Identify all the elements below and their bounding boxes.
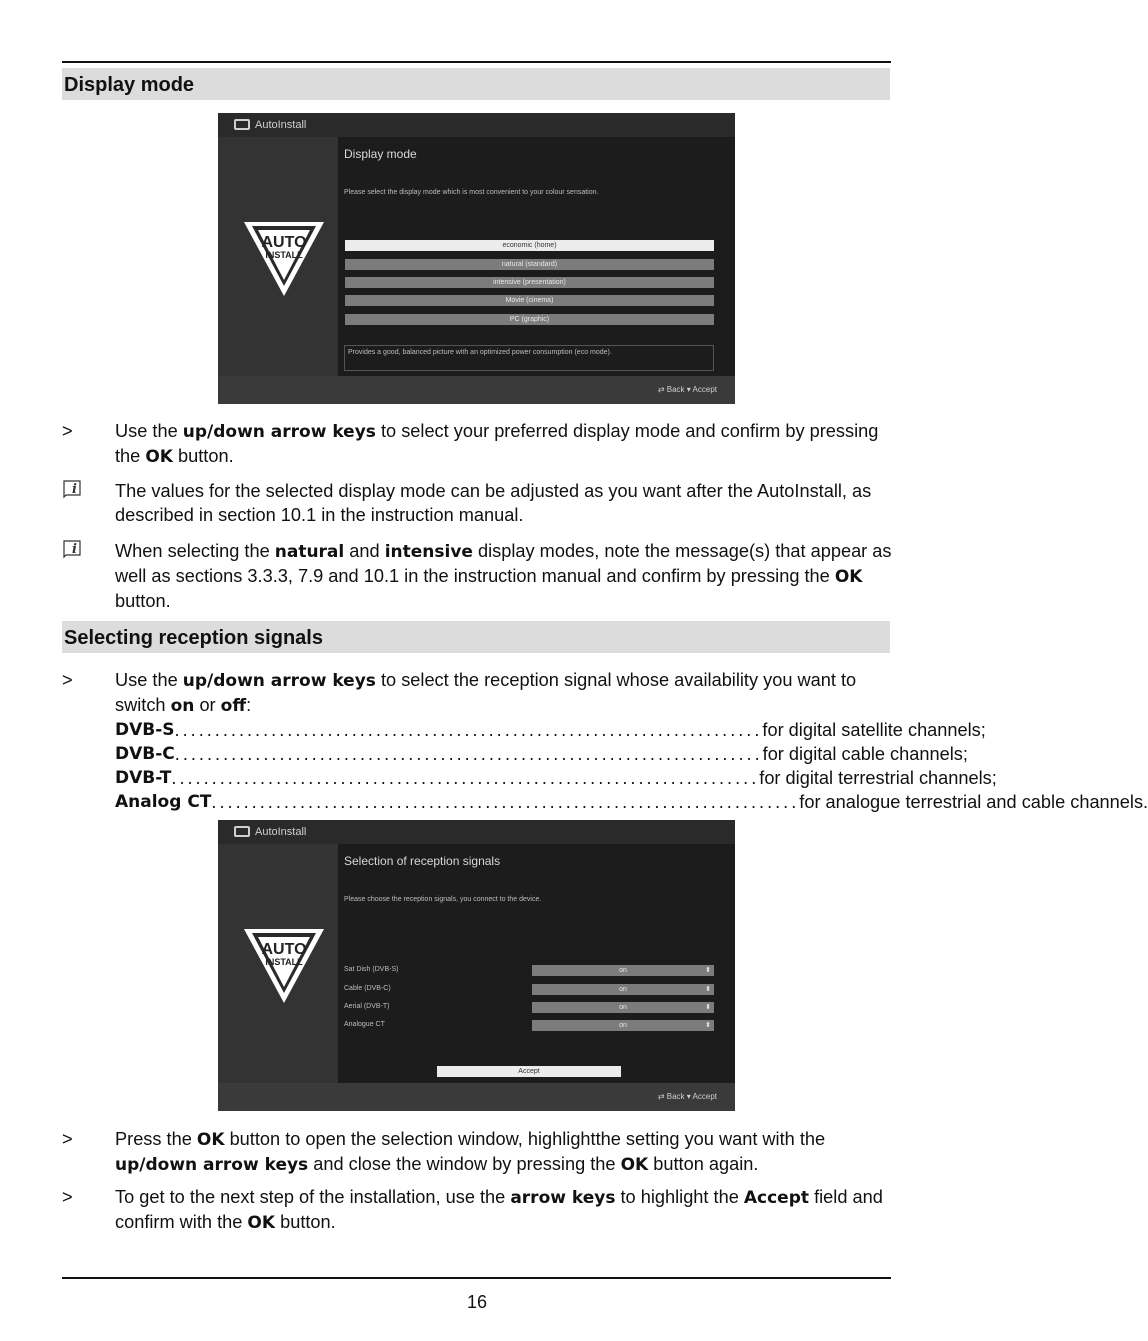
bullet-marker: > bbox=[62, 421, 73, 441]
bottom-rule bbox=[62, 1277, 891, 1279]
logo-line-2: INSTALL bbox=[265, 250, 303, 260]
auto-install-logo bbox=[242, 220, 326, 298]
option-movie[interactable]: Movie (cinema) bbox=[345, 295, 714, 306]
signal-label-sat: Sat Dish (DVB-S) bbox=[344, 966, 399, 973]
reception-signals-screenshot bbox=[218, 820, 735, 1111]
screen-title: Display mode bbox=[344, 147, 417, 161]
option-economic[interactable]: economic (home) bbox=[345, 240, 714, 251]
spinner-icon: ⬍ bbox=[705, 986, 711, 993]
display-mode-screenshot bbox=[218, 113, 735, 404]
accept-button[interactable]: Accept bbox=[437, 1066, 621, 1077]
page-number: 16 bbox=[466, 1292, 488, 1312]
signal-label-analogue: Analogue CT bbox=[344, 1021, 385, 1028]
instruction-select-display-mode: > Use the up/down arrow keys to select your preferred display mode and confirm by pressing the OK button. bbox=[62, 421, 879, 467]
tv-icon bbox=[234, 826, 250, 837]
logo-line-1: AUTO bbox=[261, 941, 307, 958]
signal-label-aerial: Aerial (DVB-T) bbox=[344, 1003, 390, 1010]
svg-text:i: i bbox=[72, 542, 77, 557]
note-adjust-values: i The values for the selected display mode can be adjusted as you want after the AutoInstall, as described in section 10.1 in the instruction manual. bbox=[62, 479, 892, 527]
spinner-icon: ⬍ bbox=[705, 1022, 711, 1029]
section-heading-reception-signals: Selecting reception signals bbox=[62, 621, 890, 653]
definition-dvb-c: DVB-C ......................................................................... for digital cable channels; bbox=[115, 744, 968, 764]
instruction-next-step: > To get to the next step of the installation, use the arrow keys to highlight the Accept field and confirm with the OK button. bbox=[62, 1187, 883, 1233]
screen-subtitle: Please choose the reception signals, you connect to the device. bbox=[344, 896, 542, 903]
logo-line-2: INSTALL bbox=[265, 957, 303, 967]
footer-hints: ⇄ Back ▾ Accept bbox=[657, 385, 717, 394]
signal-value-cable[interactable]: on ⬍ bbox=[532, 984, 714, 995]
bullet-marker: > bbox=[62, 1187, 73, 1207]
screen-footer bbox=[218, 376, 735, 404]
option-pc[interactable]: PC (graphic) bbox=[345, 314, 714, 325]
signal-value-sat[interactable]: on ⬍ bbox=[532, 965, 714, 976]
auto-install-logo bbox=[242, 927, 326, 1005]
spinner-icon: ⬍ bbox=[705, 967, 711, 974]
info-icon bbox=[62, 479, 84, 499]
screen-subtitle: Please select the display mode which is most convenient to your colour sensation. bbox=[344, 189, 599, 196]
signal-value-analogue[interactable]: on ⬍ bbox=[532, 1020, 714, 1031]
footer-hints: ⇄ Back ▾ Accept bbox=[657, 1092, 717, 1101]
screen-title: Selection of reception signals bbox=[344, 854, 501, 868]
section-heading-display-mode: Display mode bbox=[62, 68, 890, 100]
bullet-marker: > bbox=[62, 670, 73, 690]
top-rule bbox=[62, 61, 891, 63]
tv-icon bbox=[234, 119, 250, 130]
option-natural[interactable]: natural (standard) bbox=[345, 259, 714, 270]
definition-dvb-s: DVB-S ......................................................................... for digital satellite channels; bbox=[115, 720, 986, 740]
info-icon bbox=[62, 539, 84, 559]
spinner-icon: ⬍ bbox=[705, 1004, 711, 1011]
signal-label-cable: Cable (DVB-C) bbox=[344, 985, 391, 992]
main-pane bbox=[338, 844, 735, 1083]
definition-analog-ct: Analog CT ......................................................................... for analogue terrestrial and cable channels. bbox=[115, 792, 1148, 812]
screen-footer bbox=[218, 1083, 735, 1111]
svg-text:i: i bbox=[72, 482, 77, 497]
logo-line-1: AUTO bbox=[261, 234, 307, 251]
definition-dvb-t: DVB-T ......................................................................... for digital terrestrial channels; bbox=[115, 768, 997, 788]
instruction-select-reception-signal: > Use the up/down arrow keys to select the reception signal whose availability you want to switch on or off: DVB-S ......................................................................... for digital satellite channels; DVB-C ......................................................................... for digital cable channels; DVB-T ......................................................................... for digital terrestrial channels; Analog CT ......................................................................... for analogue terrestrial and cable channels. bbox=[62, 670, 1148, 812]
option-intensive[interactable]: intensive (presentation) bbox=[345, 277, 714, 288]
window-title: AutoInstall bbox=[255, 826, 307, 838]
option-info-box: Provides a good, balanced picture with an optimized power consumption (eco mode). bbox=[344, 345, 714, 371]
bullet-marker: > bbox=[62, 1129, 73, 1149]
main-pane bbox=[338, 137, 735, 376]
note-natural-intensive: i When selecting the natural and intensive display modes, note the message(s) that appear as well as sections 3.3.3, 7.9 and 10.1 in the instruction manual and confirm by pressing the OK button. bbox=[62, 539, 892, 613]
instruction-open-selection-window: > Press the OK button to open the selection window, highlightthe setting you want with the up/down arrow keys and close the window by pressing the OK button again. bbox=[62, 1129, 826, 1175]
signal-value-aerial[interactable]: on ⬍ bbox=[532, 1002, 714, 1013]
window-titlebar bbox=[218, 113, 735, 137]
window-title: AutoInstall bbox=[255, 119, 307, 131]
window-titlebar bbox=[218, 820, 735, 844]
